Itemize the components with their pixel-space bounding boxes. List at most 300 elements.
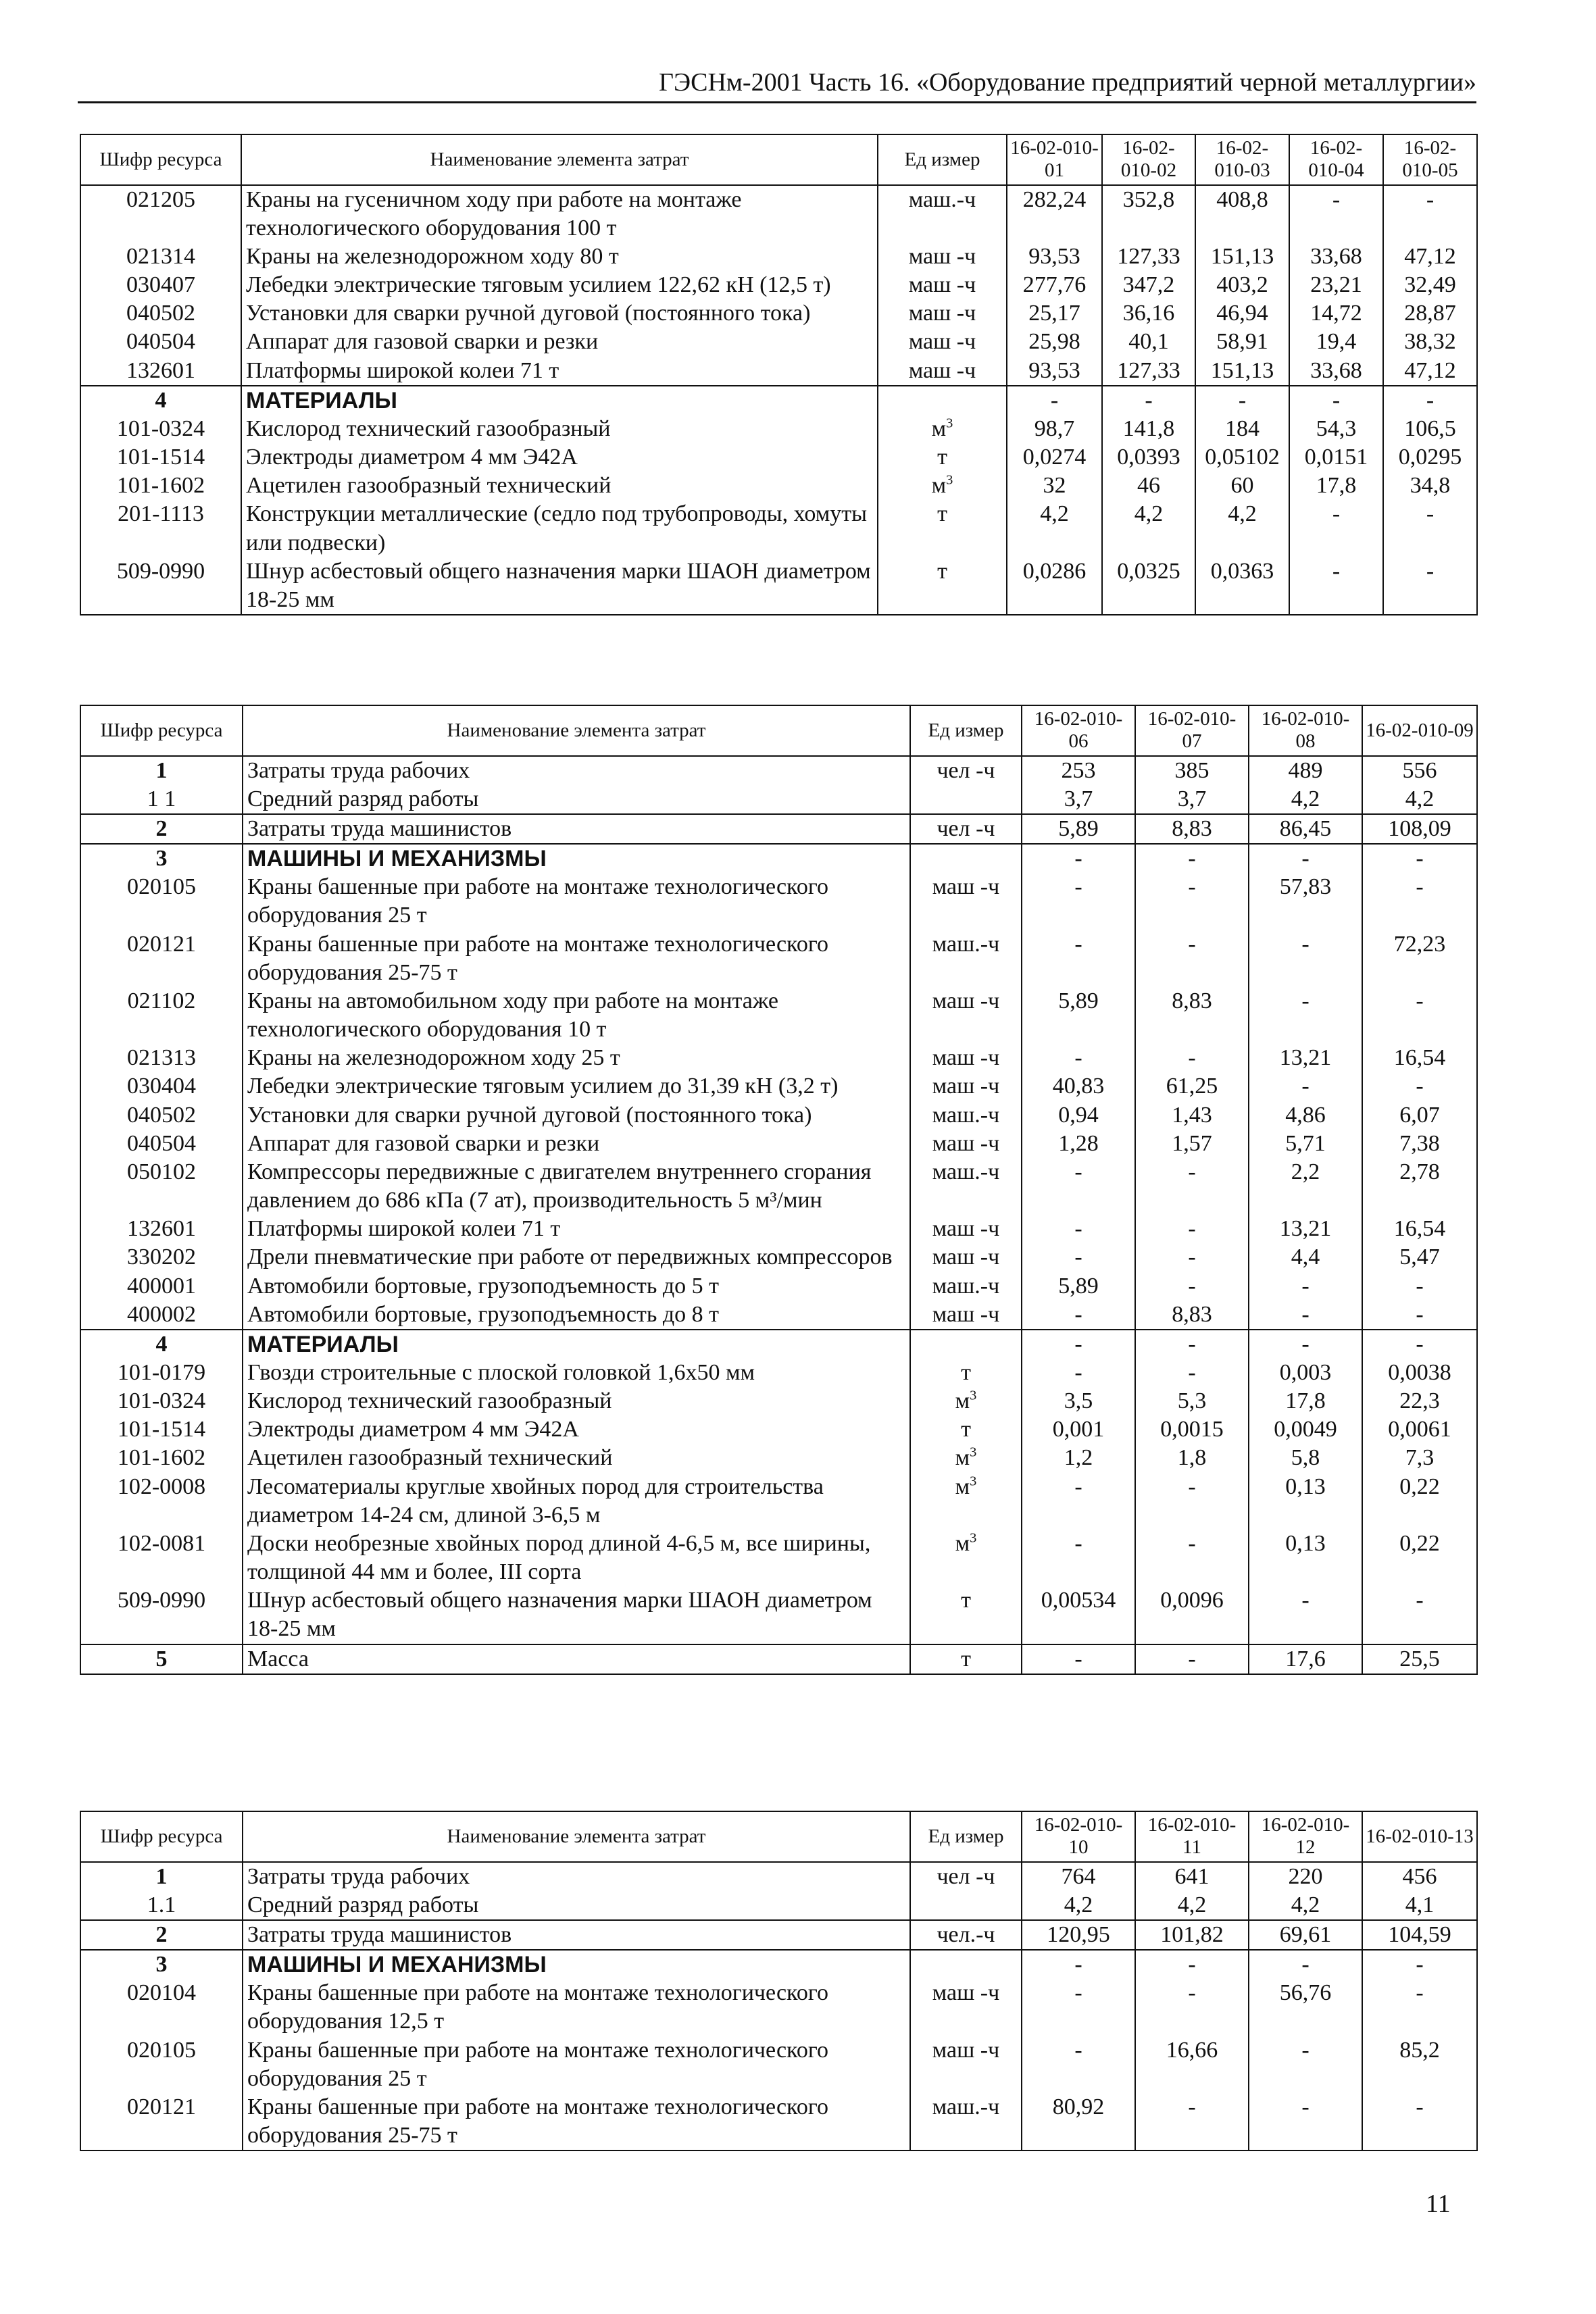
norm-value: - — [1135, 1473, 1249, 1530]
resource-name: Краны башенные при работе на монтаже технологического оборудования 25-75 т — [243, 2093, 910, 2150]
unit-label: чел -ч — [937, 816, 995, 841]
col-header-norm: 16-02-010-09 — [1362, 705, 1477, 756]
unit-label: маш -ч — [932, 1980, 1000, 2006]
norm-value: 4,2 — [1007, 500, 1102, 557]
table-row — [80, 873, 1477, 930]
norm-value: 5,89 — [1022, 1272, 1135, 1301]
col-header-norm: 16-02-010-01 — [1007, 134, 1102, 185]
resource-name: Затраты труда рабочих — [243, 1862, 910, 1891]
unit-label: чел.-ч — [937, 1922, 995, 1947]
resource-name: Затраты труда машинистов — [243, 1920, 910, 1950]
unit-label: т — [937, 501, 947, 527]
norm-value: - — [1022, 2036, 1135, 2093]
norm-value: - — [1022, 1158, 1135, 1215]
norm-value: 0,0286 — [1007, 557, 1102, 615]
norm-value: 0,13 — [1249, 1473, 1362, 1530]
norm-value: 1,57 — [1135, 1130, 1249, 1158]
norm-value: 0,0038 — [1362, 1359, 1477, 1387]
norm-value: 4,2 — [1249, 1891, 1362, 1920]
norm-value: 0,0325 — [1102, 557, 1195, 615]
norm-value: 1,2 — [1022, 1444, 1135, 1472]
norm-value: - — [1022, 1330, 1135, 1359]
unit-cell — [910, 930, 1022, 987]
unit-label: маш -ч — [932, 988, 1000, 1013]
unit-cell — [878, 443, 1007, 472]
resource-name: Аппарат для газовой сварки и резки — [243, 1130, 910, 1158]
resource-code: 3 — [80, 844, 243, 873]
table-row — [80, 930, 1477, 987]
norm-value: 120,95 — [1022, 1920, 1135, 1950]
resource-code: 101-1514 — [80, 443, 241, 472]
norm-value: 4,2 — [1022, 1891, 1135, 1920]
unit-cell — [878, 271, 1007, 299]
resource-name: Ацетилен газообразный технический — [243, 1444, 910, 1472]
resource-code: 050102 — [80, 1158, 243, 1215]
unit-label: м — [931, 473, 947, 499]
norm-value: - — [1289, 386, 1383, 415]
norm-value: 4,1 — [1362, 1891, 1477, 1920]
norm-value: - — [1362, 844, 1477, 873]
page-header: ГЭСНм-2001 Часть 16. «Оборудование предприятий черной металлургии» — [78, 68, 1476, 103]
col-header-unit: Ед измер — [878, 134, 1007, 185]
resource-code: 030404 — [80, 1072, 243, 1101]
norm-value: 47,12 — [1383, 357, 1477, 386]
unit-label: чел -ч — [937, 1863, 995, 1889]
unit-label: маш -ч — [908, 357, 976, 383]
norm-value: 277,76 — [1007, 271, 1102, 299]
norm-value: 5,89 — [1022, 987, 1135, 1044]
unit-label: м — [931, 416, 947, 441]
col-header-norm: 16-02-010-13 — [1362, 1811, 1477, 1862]
table-row — [80, 1072, 1477, 1101]
norm-value: 0,94 — [1022, 1101, 1135, 1130]
norm-value: 23,21 — [1289, 271, 1383, 299]
norm-value: 25,98 — [1007, 328, 1102, 356]
norm-value: 34,8 — [1383, 472, 1477, 500]
table-header-row — [80, 705, 1477, 756]
norm-value: 141,8 — [1102, 415, 1195, 443]
norm-value: - — [1022, 1473, 1135, 1530]
norm-value: 98,7 — [1007, 415, 1102, 443]
norm-value: 352,8 — [1102, 185, 1195, 243]
norm-value: - — [1022, 844, 1135, 873]
norm-value: - — [1362, 873, 1477, 930]
norm-value: 93,53 — [1007, 357, 1102, 386]
resource-code: 1 1 — [80, 785, 243, 814]
unit-exponent: 3 — [970, 1445, 977, 1461]
resource-code: 2 — [80, 814, 243, 844]
table-row — [80, 1130, 1477, 1158]
norm-value: 403,2 — [1195, 271, 1289, 299]
norm-value: - — [1022, 1243, 1135, 1272]
norm-value: 25,17 — [1007, 299, 1102, 328]
table-row — [80, 472, 1477, 500]
unit-label: т — [961, 1646, 971, 1671]
norm-value: - — [1249, 1586, 1362, 1644]
norm-value: 2,2 — [1249, 1158, 1362, 1215]
resource-name: Краны башенные при работе на монтаже технологического оборудования 25-75 т — [243, 930, 910, 987]
table-row — [80, 1044, 1477, 1072]
col-header-norm: 16-02-010-02 — [1102, 134, 1195, 185]
unit-cell — [910, 785, 1022, 814]
resource-code: 101-1602 — [80, 1444, 243, 1472]
col-header-code: Шифр ресурса — [80, 134, 241, 185]
norm-value: - — [1362, 1979, 1477, 2036]
norm-value: 5,89 — [1022, 814, 1135, 844]
norm-value: 3,7 — [1022, 785, 1135, 814]
unit-label: маш -ч — [908, 329, 976, 355]
resource-code: 132601 — [80, 357, 241, 386]
norm-value: 4,86 — [1249, 1101, 1362, 1130]
norm-value: - — [1362, 1272, 1477, 1301]
norm-value: 40,1 — [1102, 328, 1195, 356]
unit-cell — [910, 1330, 1022, 1359]
col-header-name: Наименование элемента затрат — [243, 1811, 910, 1862]
resource-name: Платформы широкой колеи 71 т — [243, 1215, 910, 1243]
norm-value: 556 — [1362, 756, 1477, 785]
norm-value: 7,3 — [1362, 1444, 1477, 1472]
table-row — [80, 443, 1477, 472]
resource-code: 330202 — [80, 1243, 243, 1272]
resource-name: Компрессоры передвижные с двигателем внутреннего сгорания давлением до 686 кПа (7 ат), производительность 5 м³/мин — [243, 1158, 910, 1215]
col-header-code: Шифр ресурса — [80, 705, 243, 756]
unit-cell — [910, 1101, 1022, 1130]
col-header-name: Наименование элемента затрат — [241, 134, 878, 185]
norm-value: - — [1383, 386, 1477, 415]
norm-value: 8,83 — [1135, 814, 1249, 844]
norm-value: 32,49 — [1383, 271, 1477, 299]
unit-cell — [910, 873, 1022, 930]
table-row — [80, 357, 1477, 386]
unit-label: маш.-ч — [932, 931, 1000, 957]
norm-value: 3,5 — [1022, 1387, 1135, 1415]
unit-label: маш -ч — [932, 1074, 1000, 1099]
table-header-row — [80, 134, 1477, 185]
resource-name: Масса — [243, 1644, 910, 1674]
norm-value: - — [1102, 386, 1195, 415]
norm-value: 5,47 — [1362, 1243, 1477, 1272]
norm-value: 93,53 — [1007, 243, 1102, 271]
resource-code: 020104 — [80, 1979, 243, 2036]
resource-code: 4 — [80, 1330, 243, 1359]
norm-value: 14,72 — [1289, 299, 1383, 328]
norm-value: - — [1362, 1330, 1477, 1359]
resource-code: 101-0324 — [80, 1387, 243, 1415]
table-row — [80, 1387, 1477, 1415]
table-row — [80, 1359, 1477, 1387]
resource-name: Краны на автомобильном ходу при работе на монтаже технологического оборудования 10 т — [243, 987, 910, 1044]
norm-value: - — [1022, 1044, 1135, 1072]
norm-value: 25,5 — [1362, 1644, 1477, 1674]
resource-name: Краны башенные при работе на монтаже технологического оборудования 12,5 т — [243, 1979, 910, 2036]
norm-value: - — [1249, 2036, 1362, 2093]
norm-value: 0,0061 — [1362, 1415, 1477, 1444]
norm-value: 58,91 — [1195, 328, 1289, 356]
norm-value: 5,8 — [1249, 1444, 1362, 1472]
resource-name: Установки для сварки ручной дуговой (постоянного тока) — [243, 1101, 910, 1130]
norm-value: - — [1249, 930, 1362, 987]
table-row — [80, 756, 1477, 785]
norm-value: - — [1135, 930, 1249, 987]
unit-label: т — [961, 1417, 971, 1442]
resource-code: 040502 — [80, 299, 241, 328]
unit-cell — [910, 1301, 1022, 1330]
norm-value: 13,21 — [1249, 1215, 1362, 1243]
norm-value: 1,43 — [1135, 1101, 1249, 1130]
norm-value: - — [1135, 1644, 1249, 1674]
table-row — [80, 243, 1477, 271]
section-row — [80, 844, 1477, 873]
unit-cell — [910, 1359, 1022, 1387]
table-row — [80, 1301, 1477, 1330]
section-row — [80, 386, 1477, 415]
norm-value: 36,16 — [1102, 299, 1195, 328]
norm-value: - — [1249, 1330, 1362, 1359]
col-header-norm: 16-02-010-03 — [1195, 134, 1289, 185]
norm-value: 17,8 — [1289, 472, 1383, 500]
unit-cell — [910, 756, 1022, 785]
table-row — [80, 1530, 1477, 1586]
unit-cell — [878, 185, 1007, 243]
norm-value: 4,4 — [1249, 1243, 1362, 1272]
unit-exponent: 3 — [946, 472, 953, 488]
unit-cell — [910, 1586, 1022, 1644]
norm-value: 69,61 — [1249, 1920, 1362, 1950]
unit-cell — [910, 1044, 1022, 1072]
norm-value: - — [1022, 1359, 1135, 1387]
norm-value: - — [1249, 1072, 1362, 1101]
unit-cell — [910, 844, 1022, 873]
col-header-norm: 16-02-010-11 — [1135, 1811, 1249, 1862]
norm-value: - — [1289, 557, 1383, 615]
resource-code: 040502 — [80, 1101, 243, 1130]
norm-value: - — [1022, 1950, 1135, 1979]
unit-label: маш -ч — [932, 1045, 1000, 1071]
norm-value: - — [1022, 1644, 1135, 1674]
unit-label: т — [961, 1359, 971, 1385]
resource-name: Краны на железнодорожном ходу 80 т — [241, 243, 878, 271]
norm-value: 56,76 — [1249, 1979, 1362, 2036]
norm-value: 5,71 — [1249, 1130, 1362, 1158]
norm-value: 0,22 — [1362, 1530, 1477, 1586]
norm-value: - — [1383, 500, 1477, 557]
unit-label: маш -ч — [932, 1216, 1000, 1242]
section-row — [80, 1950, 1477, 1979]
norm-value: 46 — [1102, 472, 1195, 500]
table-row — [80, 500, 1477, 557]
norm-value: 47,12 — [1383, 243, 1477, 271]
resource-code: 101-1514 — [80, 1415, 243, 1444]
resource-name: Ацетилен газообразный технический — [241, 472, 878, 500]
norm-value: - — [1289, 500, 1383, 557]
table-row — [80, 415, 1477, 443]
resource-code: 030407 — [80, 271, 241, 299]
norm-value: 54,3 — [1289, 415, 1383, 443]
norm-value: - — [1135, 844, 1249, 873]
norm-value: 151,13 — [1195, 357, 1289, 386]
resource-name: Дрели пневматические при работе от передвижных компрессоров — [243, 1243, 910, 1272]
unit-cell — [910, 1444, 1022, 1472]
resource-code: 101-0324 — [80, 415, 241, 443]
norm-value: - — [1362, 1950, 1477, 1979]
norm-value: 40,83 — [1022, 1072, 1135, 1101]
page-number: 11 — [1426, 2190, 1451, 2218]
table-row — [80, 1586, 1477, 1644]
unit-label: т — [937, 445, 947, 470]
resource-code: 021314 — [80, 243, 241, 271]
norm-value: 0,001 — [1022, 1415, 1135, 1444]
col-header-name: Наименование элемента затрат — [243, 705, 910, 756]
norm-value: 7,38 — [1362, 1130, 1477, 1158]
norm-value: - — [1249, 1272, 1362, 1301]
norm-value: 17,8 — [1249, 1387, 1362, 1415]
unit-cell — [910, 1243, 1022, 1272]
norm-value: 106,5 — [1383, 415, 1477, 443]
norm-value: - — [1249, 2093, 1362, 2150]
resource-code: 101-1602 — [80, 472, 241, 500]
unit-label: маш -ч — [932, 1301, 1000, 1327]
unit-cell — [910, 1130, 1022, 1158]
resource-name: Затраты труда рабочих — [243, 756, 910, 785]
resource-code: 5 — [80, 1644, 243, 1674]
resource-name: Установки для сварки ручной дуговой (постоянного тока) — [241, 299, 878, 328]
table-row — [80, 1644, 1477, 1674]
resource-code: 3 — [80, 1950, 243, 1979]
unit-cell — [910, 1473, 1022, 1530]
norm-value: 253 — [1022, 756, 1135, 785]
norm-value: - — [1289, 185, 1383, 243]
norm-value: - — [1022, 1979, 1135, 2036]
resource-code: 201-1113 — [80, 500, 241, 557]
norm-value: - — [1362, 2093, 1477, 2150]
table-row — [80, 1272, 1477, 1301]
norm-value: - — [1362, 1301, 1477, 1330]
unit-exponent: 3 — [970, 1388, 977, 1403]
unit-cell — [910, 987, 1022, 1044]
resource-table-1 — [80, 134, 1478, 615]
table-row — [80, 1862, 1477, 1891]
unit-label: маш -ч — [932, 2037, 1000, 2063]
unit-label: маш -ч — [908, 301, 976, 326]
resource-code: 400001 — [80, 1272, 243, 1301]
table-row — [80, 785, 1477, 814]
resource-name: Средний разряд работы — [243, 785, 910, 814]
norm-value: 184 — [1195, 415, 1289, 443]
resource-code: 102-0081 — [80, 1530, 243, 1586]
norm-value: 4,2 — [1195, 500, 1289, 557]
norm-value: 408,8 — [1195, 185, 1289, 243]
table-row — [80, 1101, 1477, 1130]
table-row — [80, 1920, 1477, 1950]
resource-name: Платформы широкой колеи 71 т — [241, 357, 878, 386]
resource-name: МАТЕРИАЛЫ — [241, 386, 878, 415]
norm-value: 0,0295 — [1383, 443, 1477, 472]
norm-value: 8,83 — [1135, 1301, 1249, 1330]
resource-code: 400002 — [80, 1301, 243, 1330]
norm-value: 0,003 — [1249, 1359, 1362, 1387]
norm-value: 4,2 — [1362, 785, 1477, 814]
norm-value: - — [1135, 1215, 1249, 1243]
resource-name: Лебедки электрические тяговым усилием 122,62 кН (12,5 т) — [241, 271, 878, 299]
norm-value: 60 — [1195, 472, 1289, 500]
norm-value: 347,2 — [1102, 271, 1195, 299]
norm-value: 0,0015 — [1135, 1415, 1249, 1444]
table-row — [80, 2036, 1477, 2093]
norm-value: 16,54 — [1362, 1215, 1477, 1243]
unit-label: маш -ч — [908, 244, 976, 269]
resource-code: 132601 — [80, 1215, 243, 1243]
resource-name: Электроды диаметром 4 мм Э42А — [241, 443, 878, 472]
unit-cell — [910, 1387, 1022, 1415]
unit-label: маш -ч — [932, 1130, 1000, 1156]
col-header-unit: Ед измер — [910, 705, 1022, 756]
resource-code: 040504 — [80, 1130, 243, 1158]
table-row — [80, 2093, 1477, 2150]
norm-value: - — [1135, 1044, 1249, 1072]
resource-code: 020105 — [80, 873, 243, 930]
norm-value: 17,6 — [1249, 1644, 1362, 1674]
norm-value: 4,2 — [1135, 1891, 1249, 1920]
norm-value: 80,92 — [1022, 2093, 1135, 2150]
norm-value: 1,8 — [1135, 1444, 1249, 1472]
table-row — [80, 1415, 1477, 1444]
resource-table-3 — [80, 1811, 1478, 2151]
unit-label: м — [955, 1530, 970, 1556]
unit-label: маш.-ч — [932, 1159, 1000, 1184]
resource-code: 102-0008 — [80, 1473, 243, 1530]
unit-label: маш -ч — [932, 1244, 1000, 1270]
norm-value: 8,83 — [1135, 987, 1249, 1044]
norm-value: 641 — [1135, 1862, 1249, 1891]
norm-value: 0,0096 — [1135, 1586, 1249, 1644]
resource-code: 509-0990 — [80, 557, 241, 615]
norm-value: - — [1362, 1586, 1477, 1644]
norm-value: - — [1135, 1158, 1249, 1215]
norm-value: 0,13 — [1249, 1530, 1362, 1586]
resource-code: 1.1 — [80, 1891, 243, 1920]
unit-cell — [878, 500, 1007, 557]
norm-value: 151,13 — [1195, 243, 1289, 271]
resource-name: Конструкции металлические (седло под трубопроводы, хомуты или подвески) — [241, 500, 878, 557]
norm-value: - — [1362, 1072, 1477, 1101]
resource-name: Автомобили бортовые, грузоподъемность до 8 т — [243, 1301, 910, 1330]
resource-name: МАШИНЫ И МЕХАНИЗМЫ — [243, 844, 910, 873]
norm-value: 22,3 — [1362, 1387, 1477, 1415]
resource-name: Гвозди строительные с плоской головкой 1,6х50 мм — [243, 1359, 910, 1387]
table-header-row — [80, 1811, 1477, 1862]
unit-label: маш.-ч — [908, 186, 976, 212]
norm-value: 4,2 — [1249, 785, 1362, 814]
table-row — [80, 1243, 1477, 1272]
norm-value: 16,66 — [1135, 2036, 1249, 2093]
resource-name: Краны на железнодорожном ходу 25 т — [243, 1044, 910, 1072]
unit-label: чел -ч — [937, 757, 995, 783]
norm-value: 4,2 — [1102, 500, 1195, 557]
resource-name: Кислород технический газообразный — [243, 1387, 910, 1415]
resource-code: 4 — [80, 386, 241, 415]
table-row — [80, 271, 1477, 299]
unit-cell — [878, 386, 1007, 415]
unit-label: м — [955, 1388, 970, 1414]
norm-value: - — [1383, 557, 1477, 615]
resource-name: Краны на гусеничном ходу при работе на монтаже технологического оборудования 100 т — [241, 185, 878, 243]
norm-value: - — [1135, 1330, 1249, 1359]
unit-label: маш.-ч — [932, 2094, 1000, 2119]
resource-name: Электроды диаметром 4 мм Э42А — [243, 1415, 910, 1444]
resource-name: Краны башенные при работе на монтаже технологического оборудования 25 т — [243, 873, 910, 930]
unit-cell — [910, 1891, 1022, 1920]
norm-value: 61,25 — [1135, 1072, 1249, 1101]
